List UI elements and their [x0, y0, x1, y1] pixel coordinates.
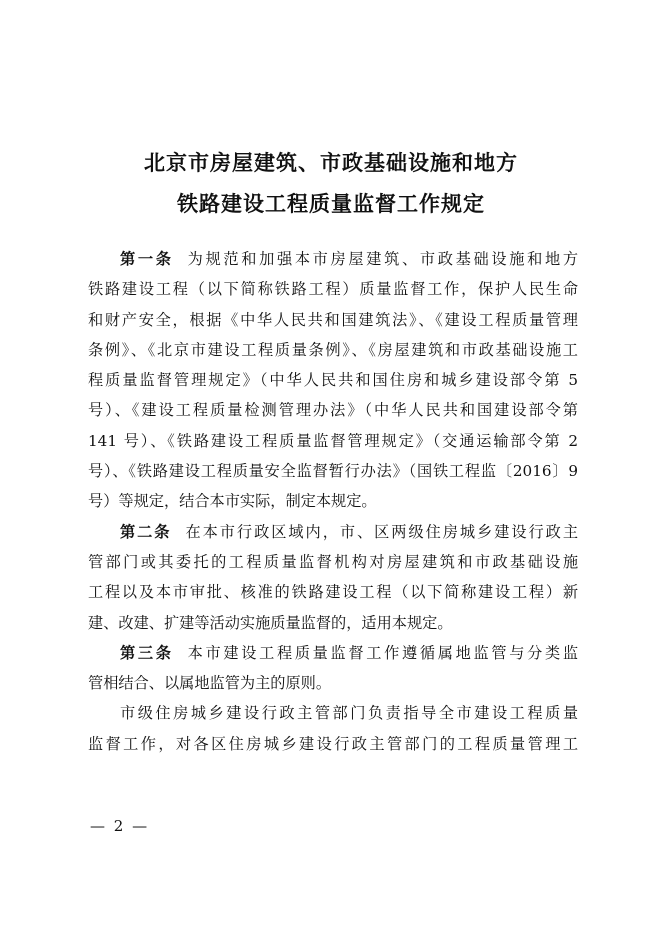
article-1-line: 条例》、《北京市建设工程质量条例》、《房屋建筑和市政基础设施工 — [88, 340, 578, 359]
article-2-line: 第二条 在本市行政区域内，市、区两级住房城乡建设行政主 — [120, 522, 578, 541]
document-body — [88, 244, 578, 759]
article-1-line: 第一条 为规范和加强本市房屋建筑、市政基础设施和地方 — [120, 250, 578, 268]
article-1-label: 第一条 — [120, 250, 174, 268]
article-1-line: 141 号）、《铁路建设工程质量监督管理规定》（交通运输部令第 2 — [88, 431, 578, 450]
paragraph-4-line: 监督工作，对各区住房城乡建设行政主管部门的工程质量管理工 — [88, 734, 578, 753]
article-3 — [88, 638, 578, 699]
article-2-line: 建、改建、扩建等活动实施质量监督的，适用本规定。 — [88, 613, 453, 632]
article-1-line: 号）、《建设工程质量检测管理办法》（中华人民共和国建设部令第 — [88, 401, 578, 420]
article-1-line: 程质量监督管理规定》（中华人民共和国住房和城乡建设部令第 5 — [88, 371, 578, 390]
article-3-line: 第三条 本市建设工程质量监督工作遵循属地监管与分类监 — [120, 643, 578, 662]
article-2-line: 管部门或其委托的工程质量监督机构对房屋建筑和市政基础设施 — [88, 552, 578, 571]
article-1 — [88, 244, 578, 517]
document-title-line-1: 北京市房屋建筑、市政基础设施和地方 — [144, 150, 518, 175]
article-2 — [88, 517, 578, 638]
article-2-line: 工程以及本市审批、核准的铁路建设工程（以下简称建设工程）新 — [88, 583, 578, 602]
article-2-label: 第二条 — [120, 522, 172, 541]
document-title-line-2: 铁路建设工程质量监督工作规定 — [177, 191, 485, 216]
article-3-line: 管相结合、以属地监管为主的原则。 — [88, 674, 331, 693]
page-number: — 2 — — [90, 817, 150, 835]
article-1-line: 号）等规定，结合本市实际，制定本规定。 — [88, 492, 377, 511]
article-1-line: 铁路建设工程（以下简称铁路工程）质量监督工作，保护人民生命 — [88, 280, 578, 299]
paragraph-4 — [88, 698, 578, 759]
article-3-label: 第三条 — [120, 643, 174, 662]
article-1-line: 和财产安全，根据《中华人民共和国建筑法》、《建设工程质量管理 — [88, 310, 578, 329]
paragraph-4-line: 市级住房城乡建设行政主管部门负责指导全市建设工程质量 — [120, 704, 578, 723]
article-1-line: 号）、《铁路建设工程质量安全监督暂行办法》（国铁工程监〔2016〕9 — [88, 462, 578, 481]
